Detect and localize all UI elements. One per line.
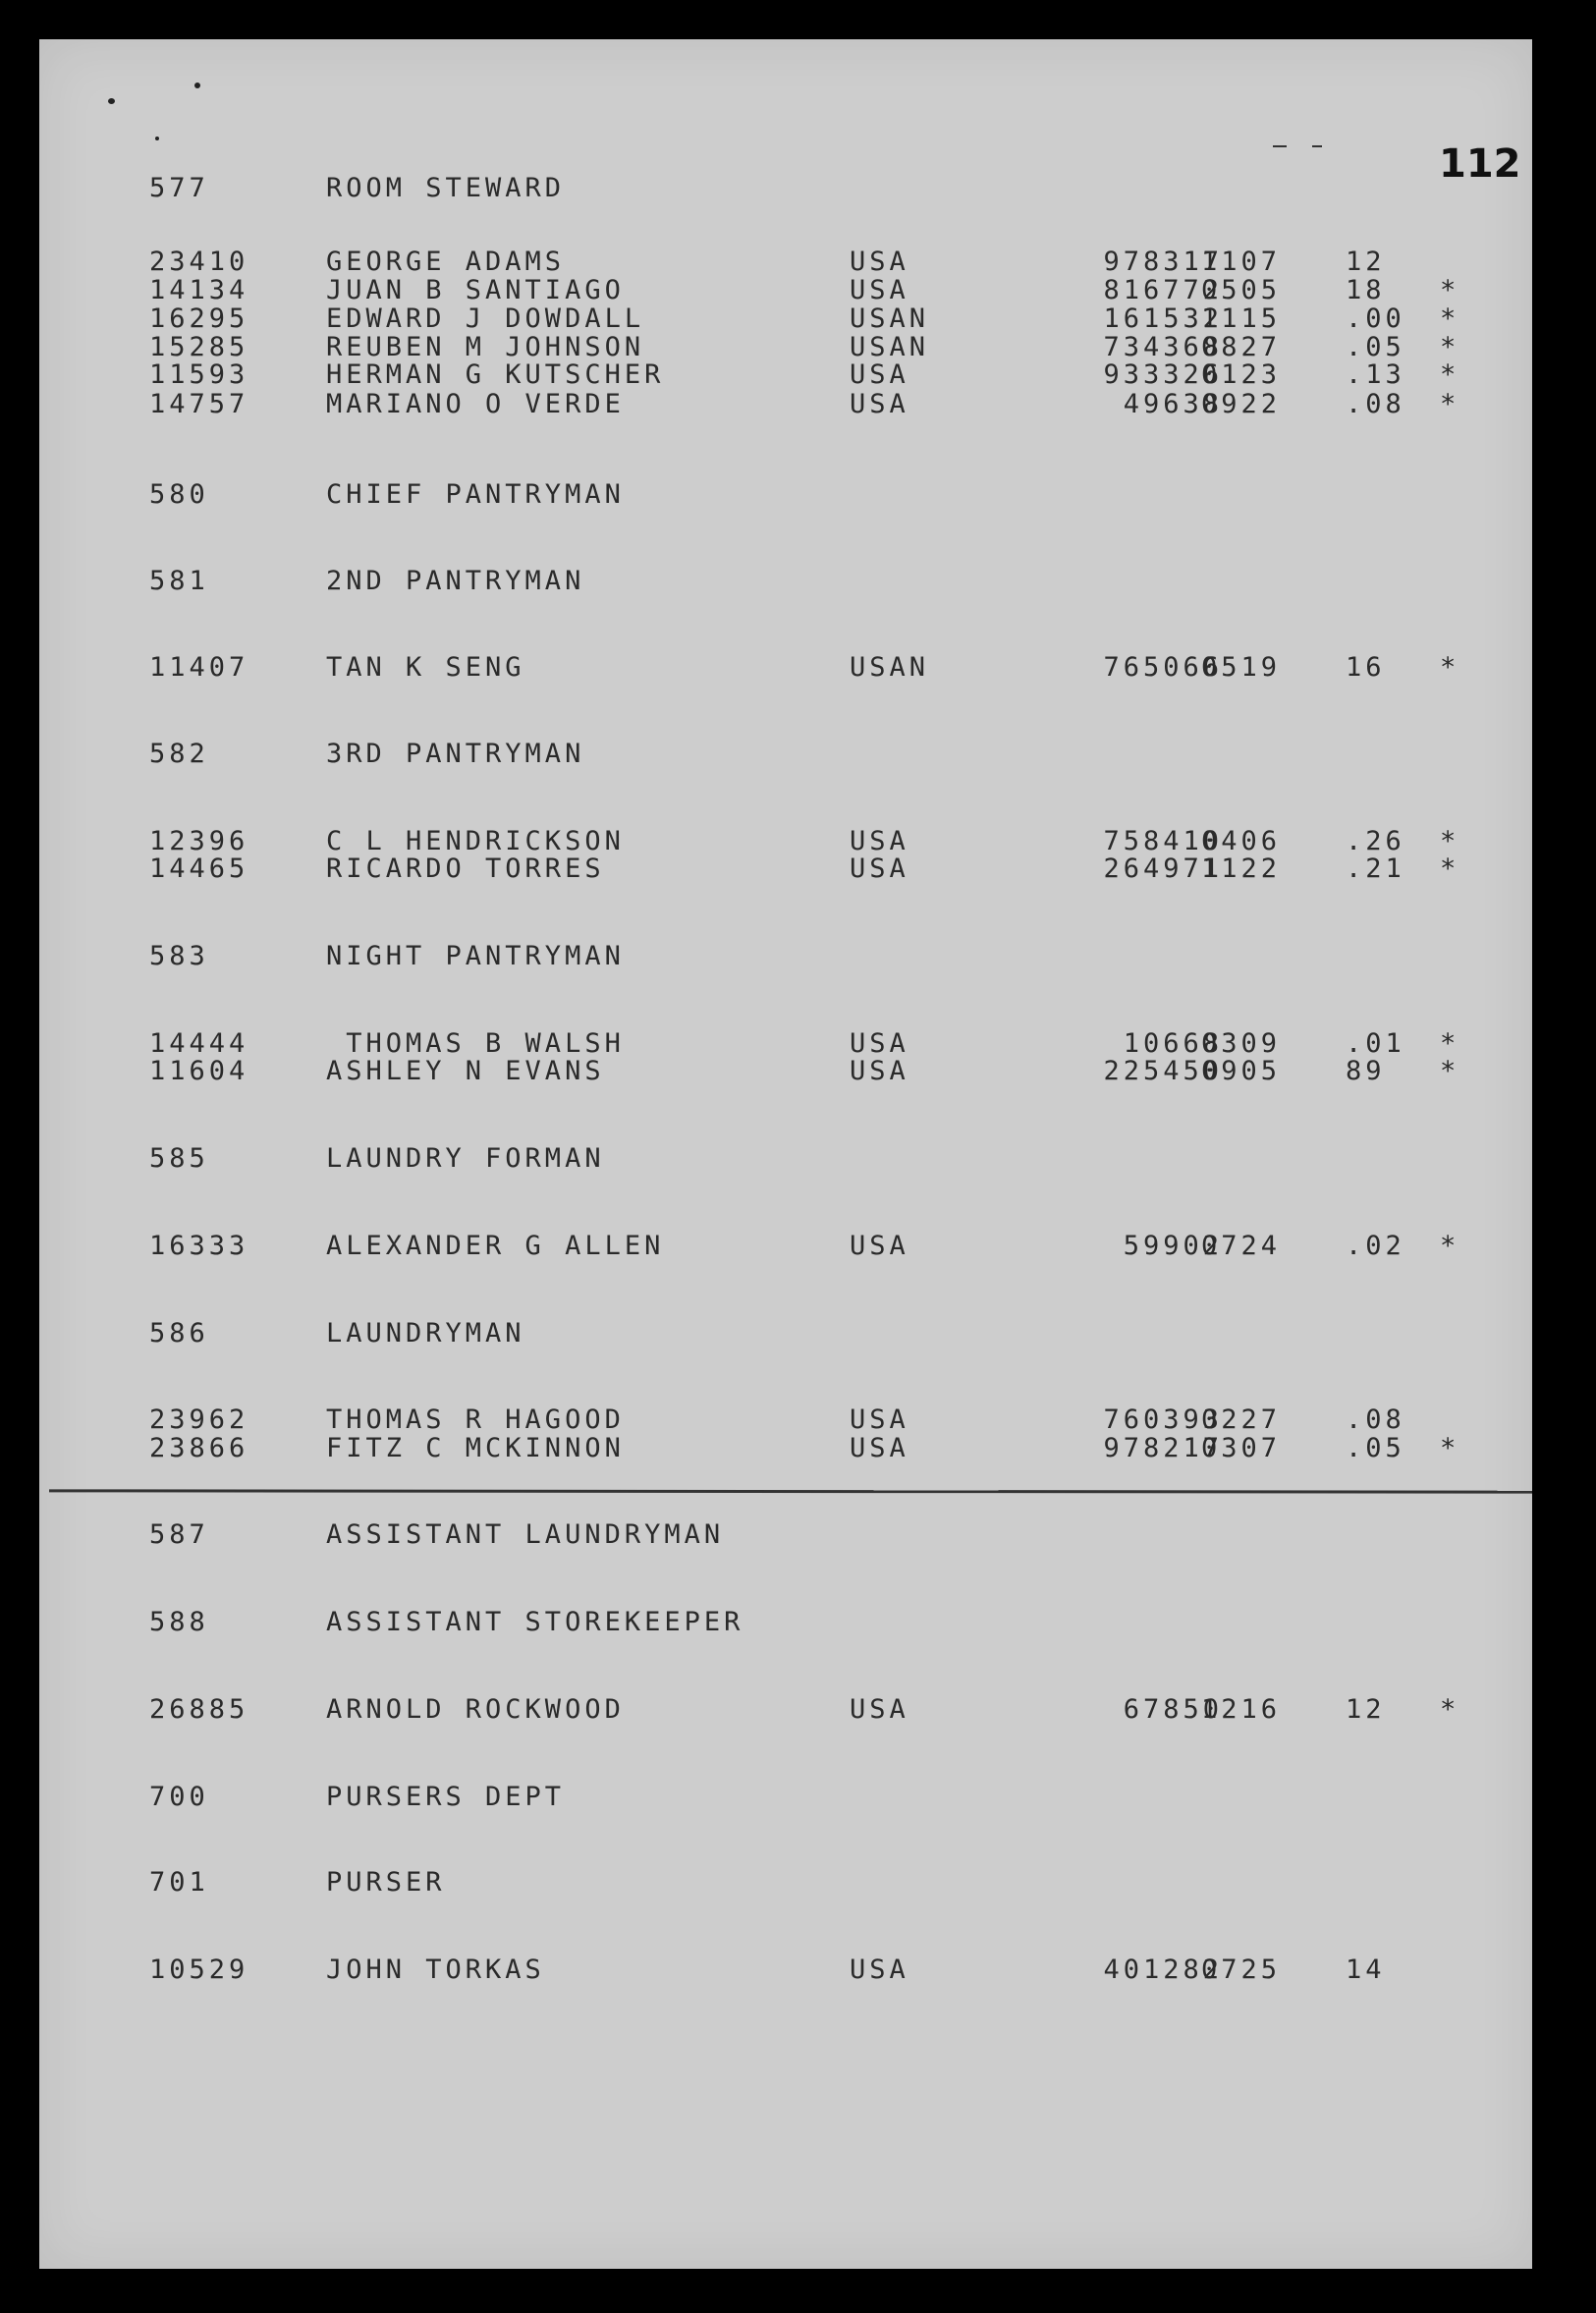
row-date: 0123 xyxy=(1201,359,1282,390)
row-code: 14 xyxy=(1346,1955,1386,1985)
crew-row xyxy=(39,1404,1532,1434)
section-heading xyxy=(39,1318,1532,1348)
section-heading xyxy=(39,173,1532,202)
row-nationality: USA xyxy=(850,1955,909,1985)
row-date: 0227 xyxy=(1201,1404,1282,1435)
row-id: 581 xyxy=(149,566,209,596)
row-date: 1115 xyxy=(1201,303,1282,334)
speck-mark xyxy=(194,83,200,88)
row-code: .05 xyxy=(1346,332,1405,362)
row-name: FITZ C MCKINNON xyxy=(326,1433,625,1463)
row-star: * xyxy=(1440,303,1460,334)
row-date: 0307 xyxy=(1201,1433,1282,1463)
row-nationality: USAN xyxy=(850,332,930,362)
crew-row xyxy=(39,1056,1532,1085)
row-code: .02 xyxy=(1346,1231,1405,1261)
row-date: 0505 xyxy=(1201,275,1282,305)
row-id: 700 xyxy=(149,1782,209,1812)
row-name: ALEXANDER G ALLEN xyxy=(326,1231,665,1261)
row-star: * xyxy=(1440,1433,1460,1463)
row-date: 1122 xyxy=(1201,854,1282,884)
row-star: * xyxy=(1440,652,1460,683)
row-id: 11593 xyxy=(149,359,249,390)
row-name: JOHN TORKAS xyxy=(326,1955,545,1985)
row-date: 0922 xyxy=(1201,389,1282,419)
row-nationality: USA xyxy=(850,247,909,277)
row-name: PURSERS DEPT xyxy=(326,1782,566,1812)
row-nationality: USA xyxy=(850,389,909,419)
section-heading xyxy=(39,566,1532,595)
crew-row xyxy=(39,1028,1532,1058)
row-id: 14444 xyxy=(149,1028,249,1059)
row-id: 23866 xyxy=(149,1433,249,1463)
row-star: * xyxy=(1440,854,1460,884)
row-number: 933326 xyxy=(1103,359,1223,390)
row-name: 2ND PANTRYMAN xyxy=(326,566,585,596)
row-nationality: USA xyxy=(850,1028,909,1059)
row-number: 401282 xyxy=(1103,1955,1223,1985)
row-id: 588 xyxy=(149,1607,209,1637)
dash-mark xyxy=(1312,145,1322,147)
crew-row xyxy=(39,303,1532,333)
crew-row xyxy=(39,332,1532,361)
row-number: 10668 xyxy=(1123,1028,1223,1059)
row-code: .05 xyxy=(1346,1433,1405,1463)
row-id: 14134 xyxy=(149,275,249,305)
row-name: 3RD PANTRYMAN xyxy=(326,739,585,769)
row-id: 577 xyxy=(149,173,209,203)
row-number: 734368 xyxy=(1103,332,1223,362)
row-nationality: USAN xyxy=(850,303,930,334)
row-number: 765066 xyxy=(1103,652,1223,683)
dash-mark xyxy=(1273,145,1287,147)
row-id: 12396 xyxy=(149,826,249,856)
row-number: 67850 xyxy=(1123,1694,1223,1725)
row-id: 580 xyxy=(149,479,209,510)
row-date: 1107 xyxy=(1201,247,1282,277)
page-number: 112 xyxy=(1439,141,1521,187)
row-date: 1216 xyxy=(1201,1694,1282,1725)
row-name: NIGHT PANTRYMAN xyxy=(326,941,625,971)
row-code: .26 xyxy=(1346,826,1405,856)
row-id: 586 xyxy=(149,1318,209,1349)
crew-row xyxy=(39,247,1532,276)
row-star: * xyxy=(1440,389,1460,419)
section-heading xyxy=(39,1143,1532,1173)
row-star: * xyxy=(1440,826,1460,856)
row-id: 26885 xyxy=(149,1694,249,1725)
row-number: 758410 xyxy=(1103,826,1223,856)
crew-row xyxy=(39,652,1532,682)
row-name: CHIEF PANTRYMAN xyxy=(326,479,625,510)
crew-row xyxy=(39,275,1532,304)
row-name: TAN K SENG xyxy=(326,652,525,683)
row-code: 18 xyxy=(1346,275,1386,305)
row-id: 15285 xyxy=(149,332,249,362)
section-heading xyxy=(39,1867,1532,1897)
crew-row xyxy=(39,359,1532,389)
row-nationality: USA xyxy=(850,1433,909,1463)
row-code: .08 xyxy=(1346,1404,1405,1435)
crew-row xyxy=(39,1231,1532,1260)
row-star: * xyxy=(1440,1028,1460,1059)
crew-row xyxy=(39,854,1532,883)
section-heading xyxy=(39,1782,1532,1811)
row-star: * xyxy=(1440,1056,1460,1086)
row-nationality: USA xyxy=(850,854,909,884)
row-id: 16295 xyxy=(149,303,249,334)
section-heading xyxy=(39,941,1532,970)
row-id: 11407 xyxy=(149,652,249,683)
row-code: .13 xyxy=(1346,359,1405,390)
section-heading xyxy=(39,739,1532,768)
row-number: 225450 xyxy=(1103,1056,1223,1086)
row-name: REUBEN M JOHNSON xyxy=(326,332,645,362)
row-code: .00 xyxy=(1346,303,1405,334)
row-code: 16 xyxy=(1346,652,1386,683)
strike-through-line xyxy=(49,1489,1532,1493)
row-code: .21 xyxy=(1346,854,1405,884)
row-nationality: USA xyxy=(850,826,909,856)
row-code: 12 xyxy=(1346,247,1386,277)
row-nationality: USA xyxy=(850,1231,909,1261)
row-name: MARIANO O VERDE xyxy=(326,389,625,419)
row-code: .01 xyxy=(1346,1028,1405,1059)
row-nationality: USA xyxy=(850,359,909,390)
row-name: RICARDO TORRES xyxy=(326,854,605,884)
row-number: 49638 xyxy=(1123,389,1223,419)
row-id: 23962 xyxy=(149,1404,249,1435)
row-name: ASSISTANT LAUNDRYMAN xyxy=(326,1519,725,1550)
row-star: * xyxy=(1440,275,1460,305)
row-date: 0519 xyxy=(1201,652,1282,683)
section-heading xyxy=(39,479,1532,509)
crew-row xyxy=(39,826,1532,855)
row-id: 582 xyxy=(149,739,209,769)
row-name: ARNOLD ROCKWOOD xyxy=(326,1694,625,1725)
row-name: LAUNDRY FORMAN xyxy=(326,1143,605,1174)
row-date: 0724 xyxy=(1201,1231,1282,1261)
row-star: * xyxy=(1440,1231,1460,1261)
row-code: 12 xyxy=(1346,1694,1386,1725)
row-name: THOMAS R HAGOOD xyxy=(326,1404,625,1435)
row-nationality: USA xyxy=(850,1694,909,1725)
row-nationality: USA xyxy=(850,275,909,305)
row-number: 816772 xyxy=(1103,275,1223,305)
row-name: PURSER xyxy=(326,1867,446,1898)
section-heading xyxy=(39,1607,1532,1636)
row-date: 0905 xyxy=(1201,1056,1282,1086)
row-code: 89 xyxy=(1346,1056,1386,1086)
row-id: 583 xyxy=(149,941,209,971)
row-number: 59902 xyxy=(1123,1231,1223,1261)
crew-row xyxy=(39,1955,1532,1984)
row-name: EDWARD J DOWDALL xyxy=(326,303,645,334)
row-name: THOMAS B WALSH xyxy=(326,1028,625,1059)
row-id: 10529 xyxy=(149,1955,249,1985)
row-name: JUAN B SANTIAGO xyxy=(326,275,625,305)
row-number: 161532 xyxy=(1103,303,1223,334)
row-number: 978217 xyxy=(1103,1433,1223,1463)
row-id: 14465 xyxy=(149,854,249,884)
row-name: HERMAN G KUTSCHER xyxy=(326,359,665,390)
row-code: .08 xyxy=(1346,389,1405,419)
row-nationality: USA xyxy=(850,1056,909,1086)
row-id: 16333 xyxy=(149,1231,249,1261)
row-number: 760393 xyxy=(1103,1404,1223,1435)
row-name: GEORGE ADAMS xyxy=(326,247,566,277)
row-star: * xyxy=(1440,332,1460,362)
row-star: * xyxy=(1440,1694,1460,1725)
row-name: ROOM STEWARD xyxy=(326,173,566,203)
document-page xyxy=(39,39,1532,2269)
row-id: 587 xyxy=(149,1519,209,1550)
row-id: 701 xyxy=(149,1867,209,1898)
row-id: 585 xyxy=(149,1143,209,1174)
row-number: 978317 xyxy=(1103,247,1223,277)
row-date: 0406 xyxy=(1201,826,1282,856)
speck-mark xyxy=(108,98,115,104)
row-name: ASSISTANT STOREKEEPER xyxy=(326,1607,744,1637)
row-name: C L HENDRICKSON xyxy=(326,826,625,856)
row-id: 14757 xyxy=(149,389,249,419)
speck-mark xyxy=(155,137,159,140)
crew-row xyxy=(39,1694,1532,1724)
row-star: * xyxy=(1440,359,1460,390)
crew-row xyxy=(39,389,1532,418)
section-heading xyxy=(39,1519,1532,1549)
row-name: ASHLEY N EVANS xyxy=(326,1056,605,1086)
row-id: 11604 xyxy=(149,1056,249,1086)
crew-row xyxy=(39,1433,1532,1462)
row-id: 23410 xyxy=(149,247,249,277)
row-number: 264971 xyxy=(1103,854,1223,884)
row-date: 0827 xyxy=(1201,332,1282,362)
row-date: 0309 xyxy=(1201,1028,1282,1059)
row-name: LAUNDRYMAN xyxy=(326,1318,525,1349)
row-nationality: USA xyxy=(850,1404,909,1435)
row-date: 0725 xyxy=(1201,1955,1282,1985)
row-nationality: USAN xyxy=(850,652,930,683)
